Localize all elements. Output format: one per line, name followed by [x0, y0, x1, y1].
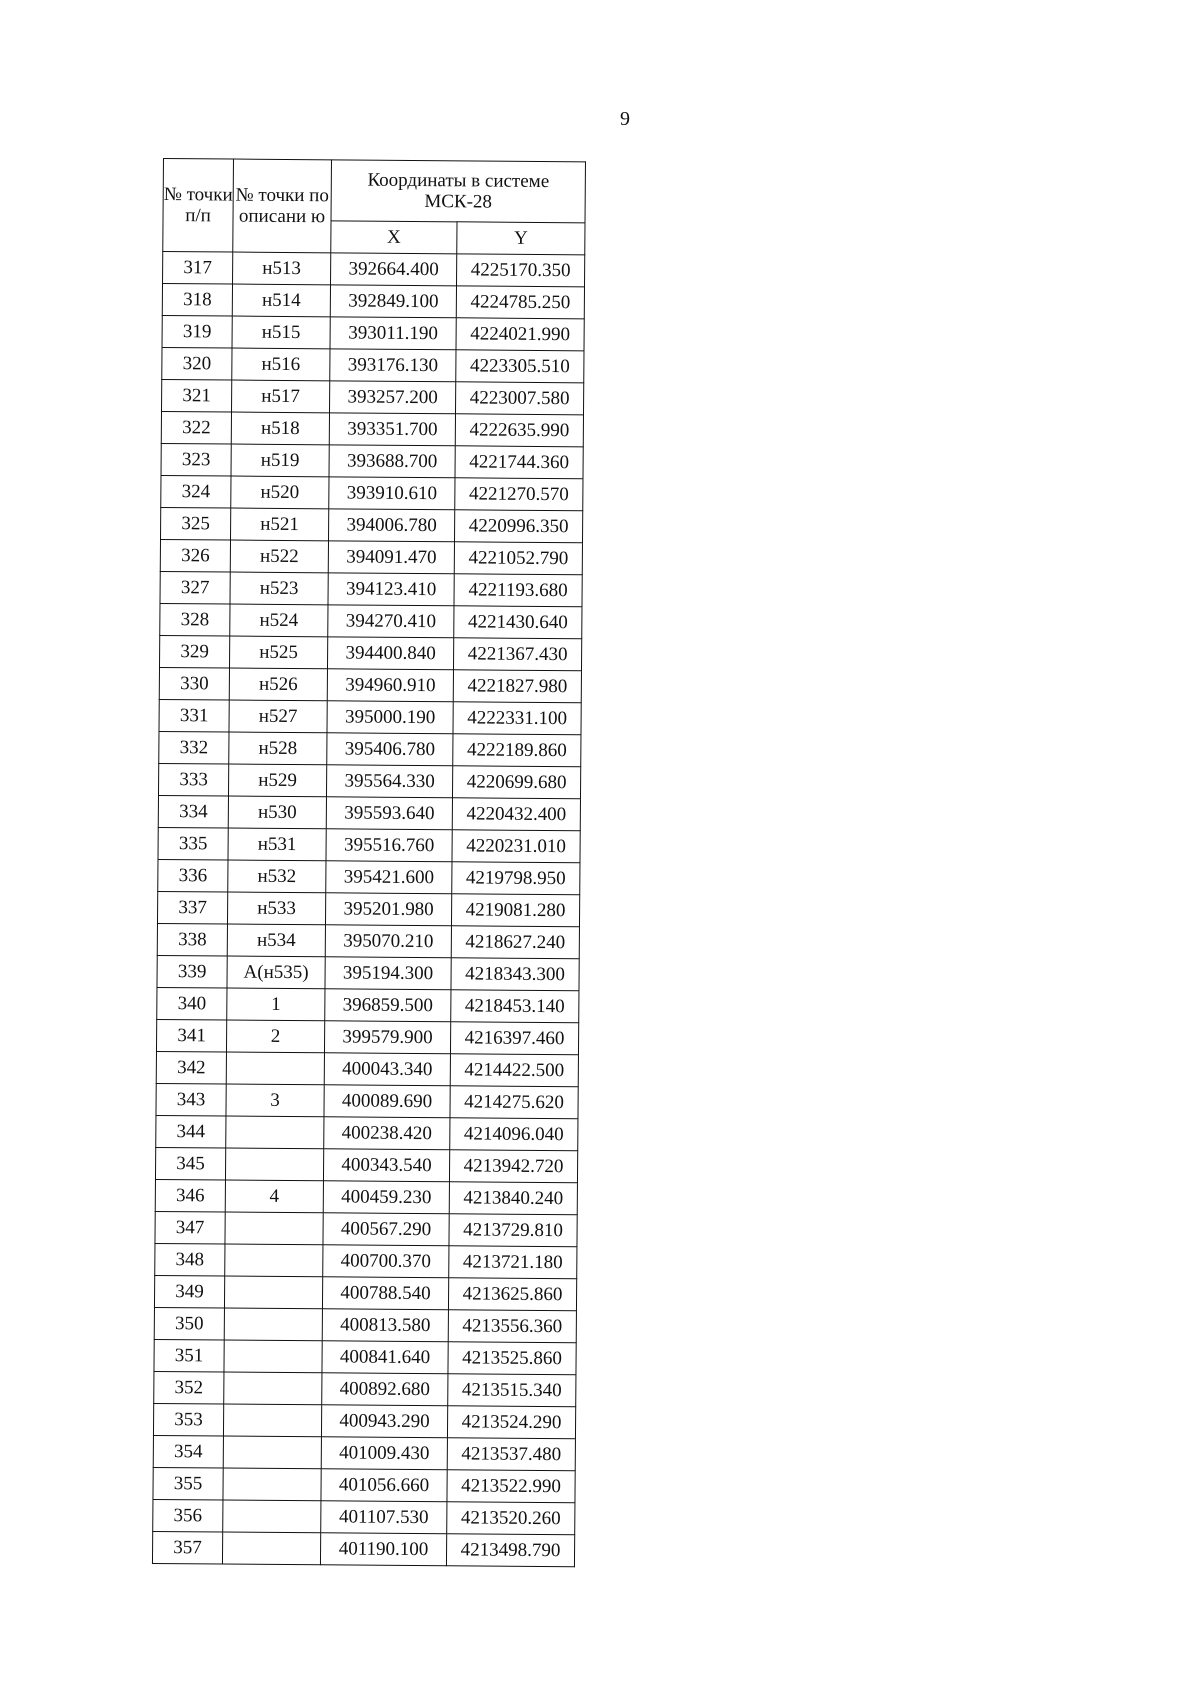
cell-description-point: н534: [227, 924, 325, 957]
cell-description-point: [224, 1276, 322, 1309]
table-row: [153, 1435, 575, 1470]
table-row: [155, 1179, 577, 1214]
cell-x: 400089.690: [324, 1085, 450, 1118]
cell-y: 4218453.140: [451, 990, 579, 1023]
cell-point-number: 329: [159, 635, 229, 668]
cell-description-point: н523: [230, 572, 328, 605]
cell-y: 4213498.790: [446, 1534, 574, 1567]
cell-y: 4220996.350: [454, 510, 582, 543]
cell-point-number: 349: [154, 1275, 224, 1308]
cell-x: 392664.400: [331, 253, 457, 286]
table-row: [155, 1147, 577, 1182]
cell-y: 4220231.010: [452, 830, 580, 863]
cell-point-number: 353: [153, 1403, 223, 1436]
table-row: [157, 955, 579, 990]
cell-y: 4218627.240: [451, 926, 579, 959]
table-row: [155, 1211, 577, 1246]
cell-y: 4218343.300: [451, 958, 579, 991]
cell-point-number: 318: [162, 284, 232, 317]
table-row: [162, 315, 584, 350]
cell-point-number: 338: [157, 923, 227, 956]
cell-description-point: н522: [230, 540, 328, 573]
cell-point-number: 333: [158, 763, 228, 796]
cell-y: 4213729.810: [449, 1214, 577, 1247]
cell-x: 400043.340: [324, 1053, 450, 1086]
cell-point-number: 322: [161, 411, 231, 444]
cell-y: 4220699.680: [452, 766, 580, 799]
cell-point-number: 319: [162, 315, 232, 348]
cell-description-point: [224, 1372, 322, 1405]
cell-y: 4213840.240: [449, 1182, 577, 1215]
cell-x: 395070.210: [325, 925, 451, 958]
header-y: Y: [457, 222, 585, 255]
cell-y: 4213522.990: [447, 1470, 575, 1503]
table-row: [153, 1467, 575, 1502]
cell-x: 400788.540: [322, 1277, 448, 1310]
table-row: [157, 891, 579, 926]
cell-point-number: 354: [153, 1435, 223, 1468]
cell-point-number: 325: [161, 507, 231, 540]
cell-point-number: 344: [156, 1115, 226, 1148]
cell-x: 395201.980: [325, 893, 451, 926]
cell-x: 396859.500: [325, 989, 451, 1022]
cell-x: 393257.200: [330, 381, 456, 414]
cell-description-point: [224, 1308, 322, 1341]
cell-point-number: 339: [157, 955, 227, 988]
table-row: [162, 284, 584, 319]
cell-x: 393688.700: [329, 445, 455, 478]
header-point-number: № точки п/п: [163, 159, 234, 253]
table-row: [160, 603, 582, 638]
cell-x: 395516.760: [326, 829, 452, 862]
cell-y: 4221430.640: [454, 606, 582, 639]
coordinates-table: [152, 158, 586, 1567]
cell-description-point: н518: [231, 412, 329, 445]
cell-point-number: 330: [159, 667, 229, 700]
cell-point-number: 336: [158, 859, 228, 892]
cell-x: 395593.640: [326, 797, 452, 830]
table-row: [162, 379, 584, 414]
cell-description-point: н528: [229, 732, 327, 765]
cell-point-number: 340: [157, 987, 227, 1020]
cell-point-number: 331: [159, 699, 229, 732]
table-row: [160, 539, 582, 574]
cell-point-number: 328: [160, 603, 230, 636]
cell-y: 4219798.950: [452, 862, 580, 895]
cell-description-point: н514: [232, 284, 330, 317]
cell-y: 4221744.360: [455, 446, 583, 479]
cell-description-point: [225, 1212, 323, 1245]
cell-point-number: 334: [158, 795, 228, 828]
cell-point-number: 320: [162, 347, 232, 380]
table-row: [163, 252, 585, 287]
table-row: [161, 411, 583, 446]
cell-x: 393011.190: [330, 317, 456, 350]
cell-description-point: н520: [231, 476, 329, 509]
cell-x: 392849.100: [330, 285, 456, 318]
cell-x: 394006.780: [328, 509, 454, 542]
cell-point-number: 332: [159, 731, 229, 764]
cell-y: 4221193.680: [454, 574, 582, 607]
cell-y: 4225170.350: [457, 254, 585, 287]
cell-x: 395406.780: [327, 733, 453, 766]
cell-y: 4214096.040: [450, 1118, 578, 1151]
cell-x: 393176.130: [330, 349, 456, 382]
cell-y: 4221270.570: [455, 478, 583, 511]
cell-y: 4221367.430: [453, 638, 581, 671]
cell-description-point: [225, 1244, 323, 1277]
cell-point-number: 323: [161, 443, 231, 476]
cell-point-number: 356: [153, 1499, 223, 1532]
cell-x: 400892.680: [322, 1373, 448, 1406]
cell-x: 400343.540: [323, 1149, 449, 1182]
cell-description-point: н525: [229, 636, 327, 669]
cell-x: 394960.910: [327, 669, 453, 702]
cell-description-point: [222, 1532, 320, 1565]
cell-description-point: н524: [230, 604, 328, 637]
table-row: [156, 1019, 578, 1054]
cell-x: 394270.410: [328, 605, 454, 638]
cell-description-point: [223, 1436, 321, 1469]
cell-description-point: н519: [231, 444, 329, 477]
cell-description-point: н527: [229, 700, 327, 733]
cell-description-point: 4: [225, 1180, 323, 1213]
cell-x: 400459.230: [323, 1181, 449, 1214]
cell-y: 4216397.460: [450, 1022, 578, 1055]
cell-point-number: 317: [163, 252, 233, 285]
cell-x: 395000.190: [327, 701, 453, 734]
header-coordinate-system: Координаты в системе МСК-28: [331, 160, 585, 223]
cell-x: 393910.610: [329, 477, 455, 510]
cell-y: 4213537.480: [447, 1438, 575, 1471]
cell-point-number: 321: [162, 379, 232, 412]
cell-description-point: н517: [232, 380, 330, 413]
table-row: [159, 699, 581, 734]
table-row: [154, 1339, 576, 1374]
cell-y: 4222331.100: [453, 702, 581, 735]
cell-point-number: 352: [154, 1371, 224, 1404]
cell-description-point: [226, 1116, 324, 1149]
table-row: [162, 347, 584, 382]
table-row: [154, 1275, 576, 1310]
cell-point-number: 337: [157, 891, 227, 924]
cell-x: 400841.640: [322, 1341, 448, 1374]
cell-point-number: 345: [155, 1147, 225, 1180]
cell-y: 4213942.720: [449, 1150, 577, 1183]
cell-y: 4213524.290: [447, 1406, 575, 1439]
table-row: [158, 795, 580, 830]
cell-point-number: 326: [160, 539, 230, 572]
cell-x: 400238.420: [324, 1117, 450, 1150]
cell-x: 393351.700: [329, 413, 455, 446]
cell-description-point: н532: [228, 860, 326, 893]
page-number: 9: [620, 108, 630, 130]
cell-point-number: 357: [152, 1531, 222, 1564]
cell-point-number: 346: [155, 1179, 225, 1212]
cell-point-number: 327: [160, 571, 230, 604]
cell-point-number: 350: [154, 1307, 224, 1340]
cell-y: 4222635.990: [455, 414, 583, 447]
cell-y: 4214275.620: [450, 1086, 578, 1119]
table-row: [159, 635, 581, 670]
cell-point-number: 335: [158, 827, 228, 860]
cell-description-point: 3: [226, 1084, 324, 1117]
cell-point-number: 324: [161, 475, 231, 508]
cell-y: 4213515.340: [448, 1374, 576, 1407]
table-row: [161, 475, 583, 510]
cell-y: 4213525.860: [448, 1342, 576, 1375]
cell-description-point: н531: [228, 828, 326, 861]
table-row: [156, 1051, 578, 1086]
table-row: [160, 571, 582, 606]
table-row: [153, 1403, 575, 1438]
cell-y: 4213556.360: [448, 1310, 576, 1343]
table-row: [156, 1115, 578, 1150]
table-row: [156, 1083, 578, 1118]
table-row: [161, 443, 583, 478]
header-x: X: [331, 221, 457, 254]
cell-y: 4214422.500: [450, 1054, 578, 1087]
cell-x: 400943.290: [321, 1405, 447, 1438]
cell-y: 4220432.400: [452, 798, 580, 831]
table-row: [161, 507, 583, 542]
cell-point-number: 342: [156, 1051, 226, 1084]
table-row: [158, 827, 580, 862]
table-row: [159, 667, 581, 702]
table-row: [154, 1307, 576, 1342]
cell-description-point: н529: [228, 764, 326, 797]
cell-y: 4221052.790: [454, 542, 582, 575]
cell-x: 395194.300: [325, 957, 451, 990]
cell-description-point: н530: [228, 796, 326, 829]
table-row: [155, 1243, 577, 1278]
cell-y: 4213721.180: [449, 1246, 577, 1279]
cell-description-point: н533: [227, 892, 325, 925]
cell-point-number: 348: [155, 1243, 225, 1276]
table-row: [154, 1371, 576, 1406]
header-description-point: № точки по описани ю: [233, 159, 332, 253]
cell-description-point: 2: [226, 1020, 324, 1053]
cell-y: 4223305.510: [456, 350, 584, 383]
cell-y: 4213520.260: [447, 1502, 575, 1535]
cell-description-point: [223, 1468, 321, 1501]
cell-description-point: [224, 1340, 322, 1373]
cell-x: 394091.470: [328, 541, 454, 574]
cell-description-point: А(н535): [227, 956, 325, 989]
cell-description-point: [226, 1052, 324, 1085]
cell-description-point: н516: [232, 348, 330, 381]
cell-y: 4223007.580: [455, 382, 583, 415]
cell-point-number: 347: [155, 1211, 225, 1244]
cell-y: 4224021.990: [456, 318, 584, 351]
table-body: [152, 252, 584, 1567]
table-row: [158, 859, 580, 894]
cell-point-number: 343: [156, 1083, 226, 1116]
cell-description-point: [223, 1404, 321, 1437]
cell-y: 4222189.860: [453, 734, 581, 767]
cell-description-point: н515: [232, 316, 330, 349]
table-row: [153, 1499, 575, 1534]
cell-description-point: н526: [229, 668, 327, 701]
cell-x: 401009.430: [321, 1437, 447, 1470]
cell-point-number: 351: [154, 1339, 224, 1372]
table-row: [157, 923, 579, 958]
cell-y: 4224785.250: [456, 286, 584, 319]
cell-description-point: н513: [233, 252, 331, 285]
cell-x: 400700.370: [323, 1245, 449, 1278]
cell-description-point: н521: [231, 508, 329, 541]
table-row: [157, 987, 579, 1022]
cell-y: 4219081.280: [451, 894, 579, 927]
cell-x: 400813.580: [322, 1309, 448, 1342]
cell-description-point: 1: [227, 988, 325, 1021]
cell-x: 401056.660: [321, 1469, 447, 1502]
cell-x: 400567.290: [323, 1213, 449, 1246]
cell-y: 4221827.980: [453, 670, 581, 703]
table-row: [152, 1531, 574, 1566]
table-row: [159, 731, 581, 766]
cell-point-number: 341: [156, 1019, 226, 1052]
cell-x: 399579.900: [324, 1021, 450, 1054]
cell-x: 395421.600: [326, 861, 452, 894]
cell-y: 4213625.860: [448, 1278, 576, 1311]
cell-x: 401107.530: [321, 1501, 447, 1534]
cell-x: 395564.330: [326, 765, 452, 798]
cell-x: 394123.410: [328, 573, 454, 606]
cell-x: 401190.100: [320, 1533, 446, 1566]
cell-x: 394400.840: [327, 637, 453, 670]
table-header: [163, 159, 586, 255]
cell-point-number: 355: [153, 1467, 223, 1500]
cell-description-point: [223, 1500, 321, 1533]
table-row: [158, 763, 580, 798]
cell-description-point: [225, 1148, 323, 1181]
